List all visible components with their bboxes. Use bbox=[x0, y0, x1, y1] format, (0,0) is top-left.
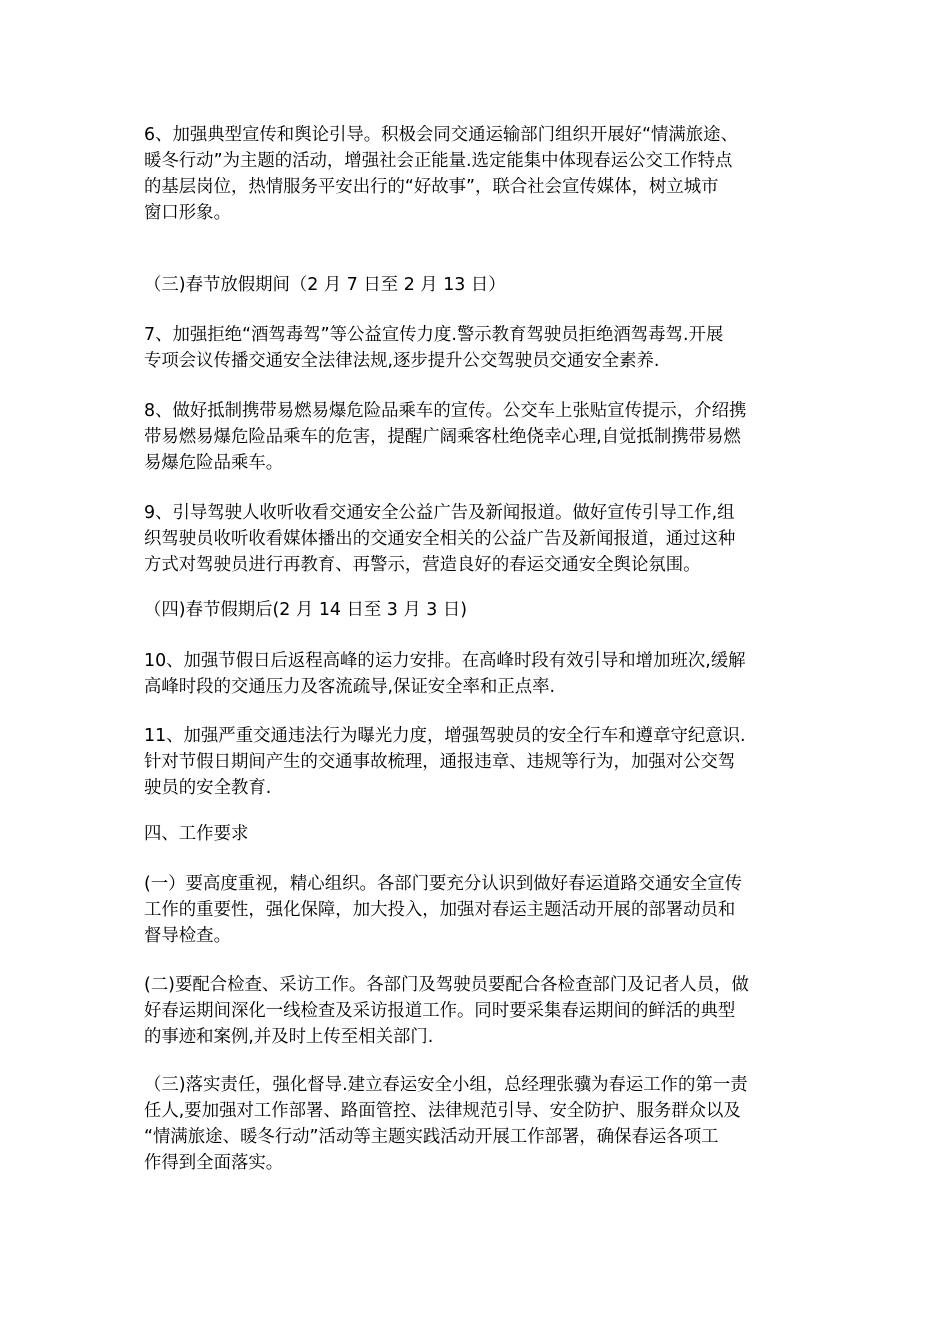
section-heading-work-requirements bbox=[144, 821, 808, 847]
text-line: 10、加强节假日后返程高峰的运力安排。在高峰时段有效引导和增加班次,缓解 bbox=[144, 651, 746, 671]
text-line: 7、加强拒绝“酒驾毒驾”等公益宣传力度.警示教育驾驶员拒绝酒驾毒驾.开展 bbox=[144, 325, 724, 345]
requirement-1-attention bbox=[144, 871, 808, 949]
text-line: 高峰时段的交通压力及客流疏导,保证安全率和正点率. bbox=[144, 677, 556, 697]
section-heading-after-holiday bbox=[144, 597, 808, 623]
text-line: （三)落实责任，强化督导.建立春运安全小组，总经理张骥为春运工作的第一责 bbox=[144, 1075, 748, 1095]
text-line: 专项会议传播交通安全法律法规,逐步提升公交驾驶员交通安全素养. bbox=[144, 351, 660, 371]
text-line: 带易燃易爆危险品乘车的危害，提醒广阔乘客杜绝侥幸心理,自觉抵制携带易燃 bbox=[144, 427, 741, 447]
text-line: 方式对驾驶员进行再教育、再警示，营造良好的春运交通安全舆论氛围。 bbox=[144, 555, 701, 575]
text-line: 的基层岗位，热情服务平安出行的“好故事”，联合社会宣传媒体，树立城市 bbox=[144, 177, 719, 197]
text-line: 暖冬行动”为主题的活动，增强社会正能量.选定能集中体现春运公交工作特点 bbox=[144, 151, 733, 171]
text-line: 针对节假日期间产生的交通事故梳理，通报违章、违规等行为，加强对公交驾 bbox=[144, 752, 736, 772]
text-line: 督导检查。 bbox=[144, 926, 231, 946]
text-line: (二)要配合检查、采访工作。各部门及驾驶员要配合各检查部门及记者人员，做 bbox=[144, 975, 749, 995]
paragraph-6-publicity bbox=[144, 122, 808, 226]
text-line: 8、做好抵制携带易燃易爆危险品乘车的宣传。公交车上张贴宣传提示，介绍携 bbox=[144, 401, 747, 421]
text-line: 窗口形象。 bbox=[144, 203, 231, 223]
paragraph-8-dangerous-goods bbox=[144, 398, 808, 476]
requirement-3-responsibility bbox=[144, 1072, 808, 1176]
section-heading-spring-festival-holiday bbox=[144, 272, 808, 298]
paragraph-11-violation-exposure bbox=[144, 723, 808, 801]
text-line: 工作的重要性，强化保障，加大投入，加强对春运主题活动开展的部署动员和 bbox=[144, 900, 736, 920]
paragraph-9-media-guidance bbox=[144, 500, 808, 578]
text-line: 易爆危险品乘车。 bbox=[144, 453, 284, 473]
text-line: 四、工作要求 bbox=[144, 824, 249, 844]
text-line: 好春运期间深化一线检查及采访报道工作。同时要采集春运期间的鲜活的典型 bbox=[144, 1001, 736, 1021]
text-line: 织驾驶员收听收看媒体播出的交通安全相关的公益广告及新闻报道，通过这种 bbox=[144, 529, 736, 549]
text-line: （四)春节假期后(2 月 14 日至 3 月 3 日) bbox=[144, 600, 468, 620]
text-line: 6、加强典型宣传和舆论引导。积极会同交通运输部门组织开展好“情满旅途、 bbox=[144, 125, 738, 145]
text-line: 任人,要加强对工作部署、路面管控、法律规范引导、安全防护、服务群众以及 bbox=[144, 1101, 741, 1121]
text-line: 9、引导驾驶人收听收看交通安全公益广告及新闻报道。做好宣传引导工作,组 bbox=[144, 503, 735, 523]
text-line: “情满旅途、暖冬行动”活动等主题实践活动开展工作部署，确保春运各项工 bbox=[144, 1127, 719, 1147]
paragraph-7-drunk-driving bbox=[144, 322, 808, 374]
paragraph-10-return-peak bbox=[144, 648, 808, 700]
text-line: （三)春节放假期间（2 月 7 日至 2 月 13 日） bbox=[144, 275, 506, 295]
text-line: 驶员的安全教育. bbox=[144, 778, 272, 798]
text-line: (一）要高度重视，精心组织。各部门要充分认识到做好春运道路交通安全宣传 bbox=[144, 874, 743, 894]
requirement-2-cooperation bbox=[144, 972, 808, 1050]
text-line: 11、加强严重交通违法行为曝光力度，增强驾驶员的安全行车和遵章守纪意识. bbox=[144, 726, 746, 746]
text-line: 作得到全面落实。 bbox=[144, 1153, 284, 1173]
text-line: 的事迹和案例,并及时上传至相关部门. bbox=[144, 1027, 434, 1047]
